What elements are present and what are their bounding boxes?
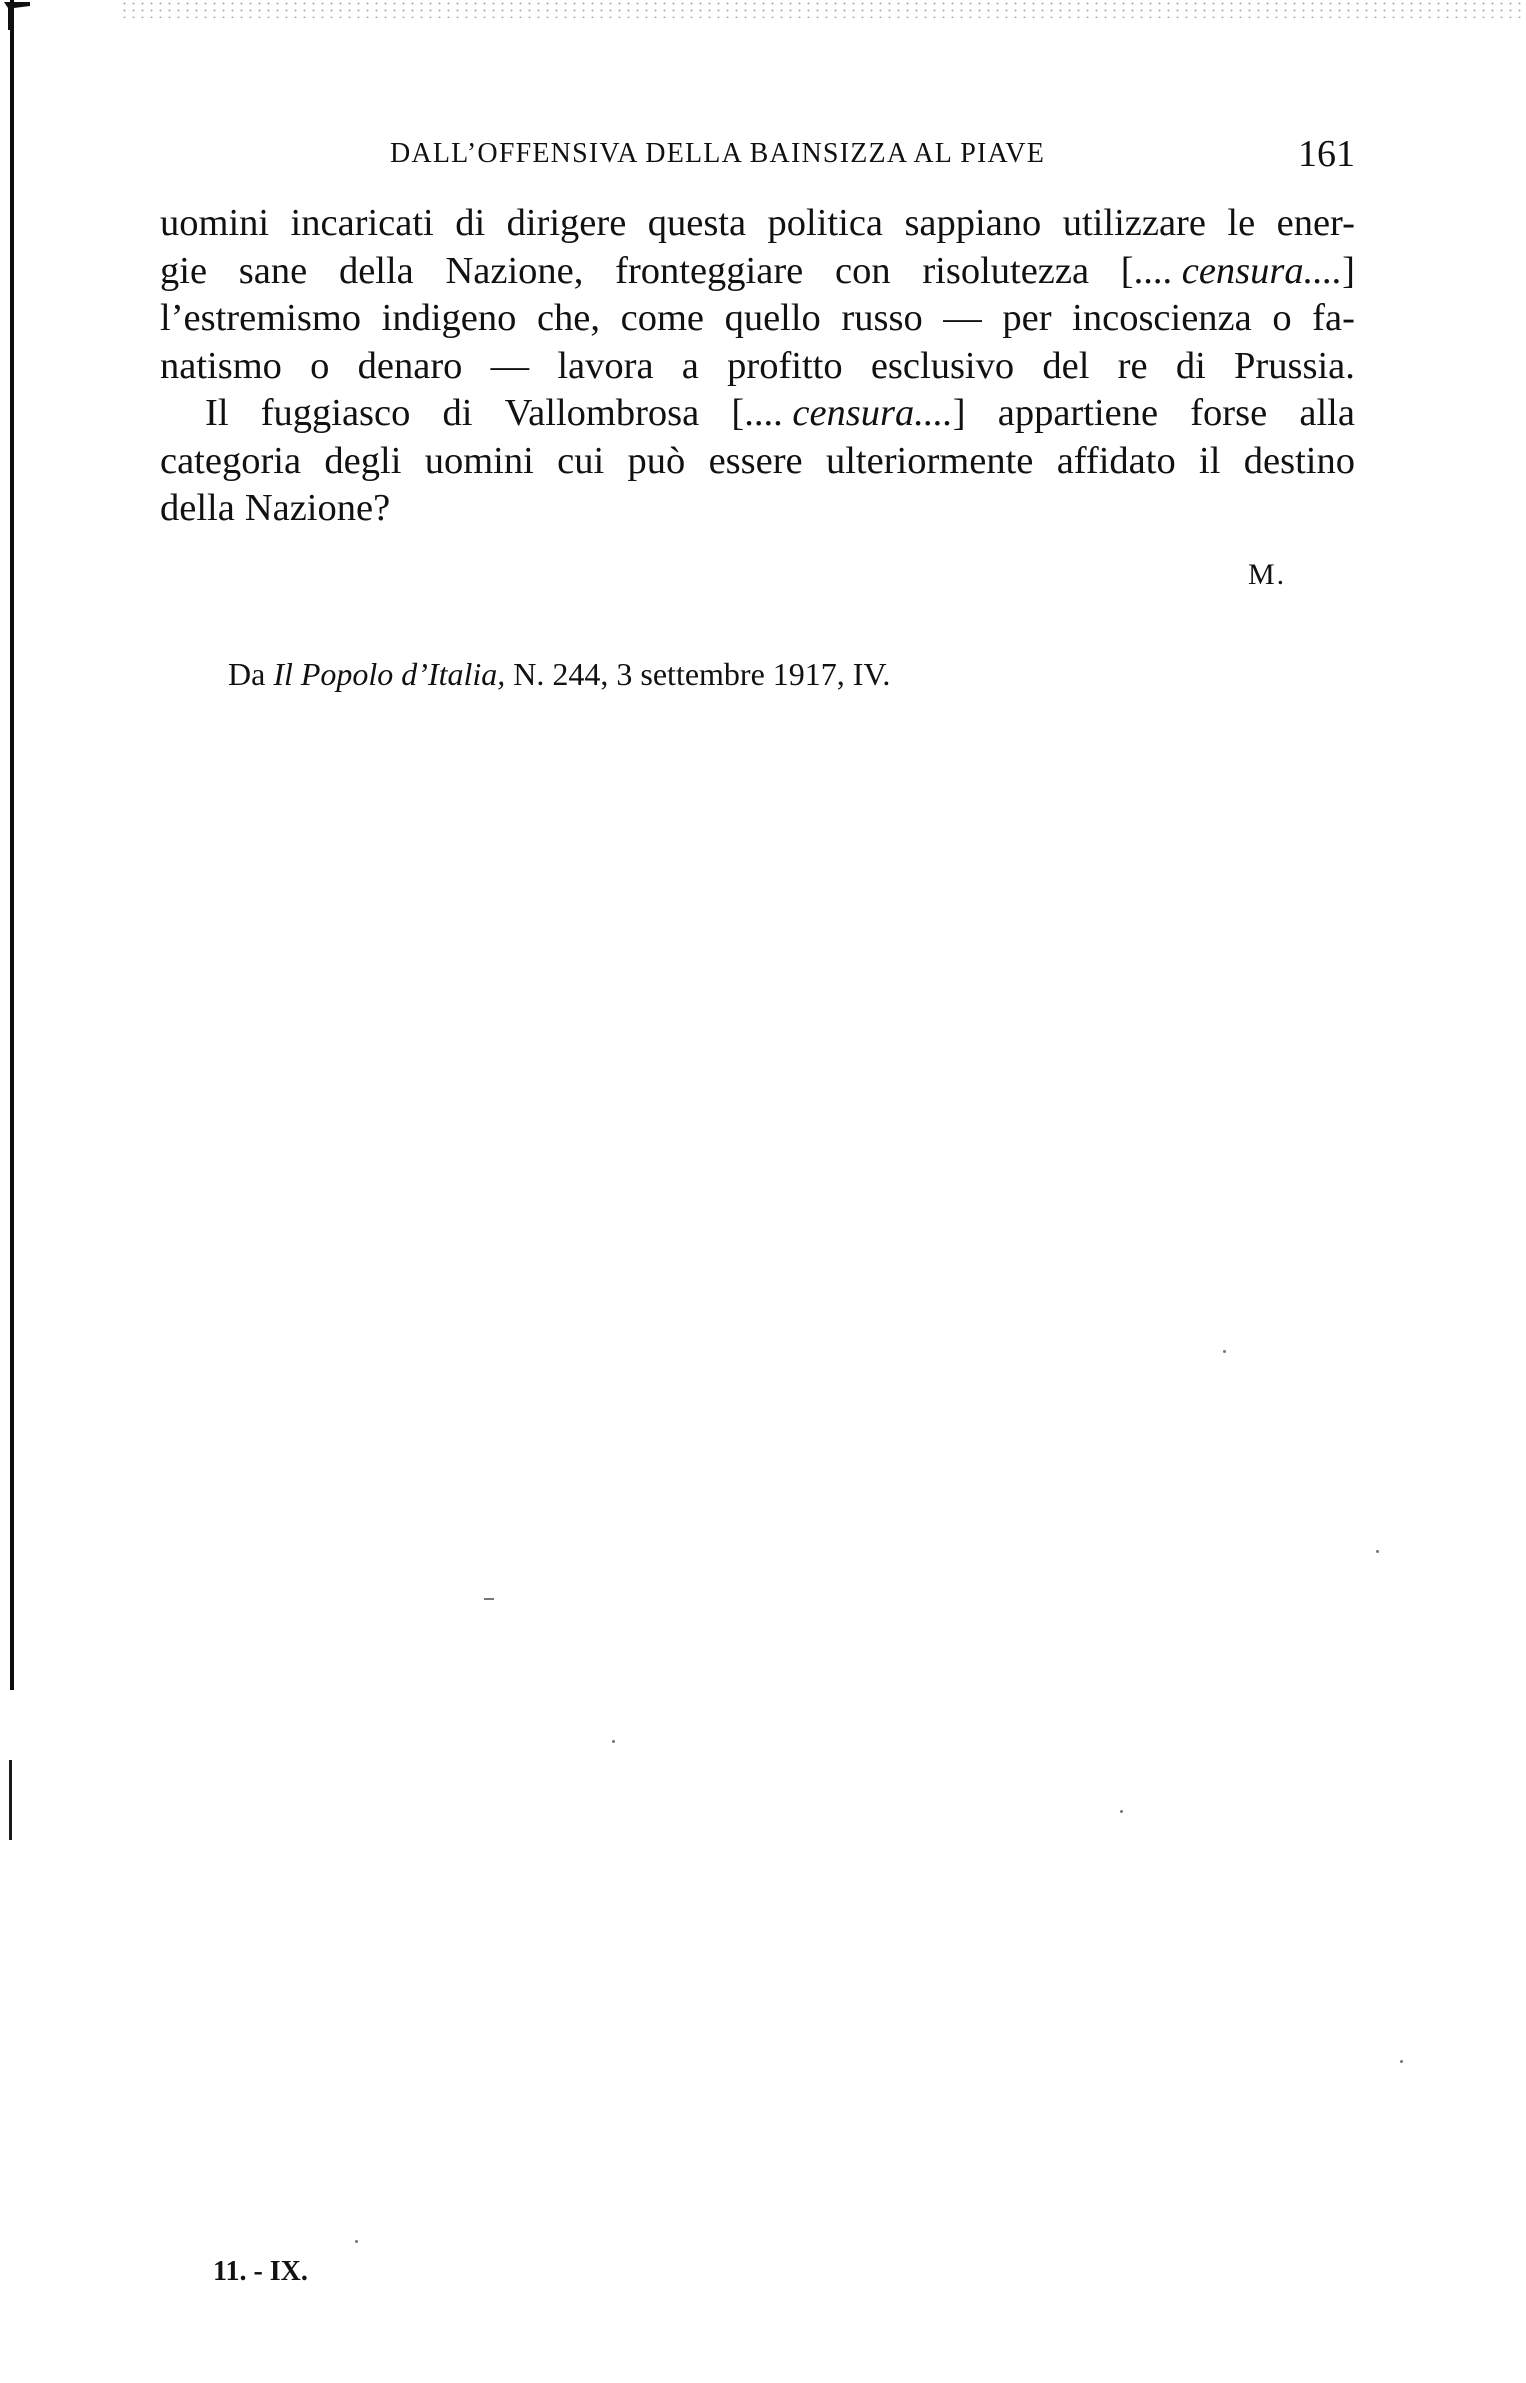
word: della <box>338 249 414 292</box>
word: fa- <box>1312 297 1355 339</box>
text-line <box>160 200 1355 248</box>
word: di <box>442 392 473 434</box>
article-body <box>160 200 1355 533</box>
scan-corner-mark <box>0 0 40 40</box>
word: risolutezza <box>922 249 1090 292</box>
source-details: N. 244, 3 settembre 1917, IV. <box>505 656 891 692</box>
scan-speck <box>1223 1350 1226 1353</box>
word: esclusivo <box>870 344 1015 387</box>
scan-speck <box>1400 2060 1403 2063</box>
word: Nazione, <box>445 249 584 292</box>
word: sane <box>238 249 308 292</box>
word: profitto <box>727 344 843 387</box>
word: ener- <box>1276 202 1355 244</box>
word: Prussia. <box>1234 344 1355 387</box>
word: uomini <box>424 439 534 482</box>
source-citation <box>228 656 890 693</box>
scan-speck <box>1376 1550 1379 1553</box>
text-line <box>160 343 1355 391</box>
word: il <box>1199 439 1221 482</box>
source-prefix: Da <box>228 656 274 692</box>
word: con <box>834 249 891 292</box>
word: incaricati <box>290 202 434 244</box>
word: russo <box>841 297 923 339</box>
word: categoria <box>160 439 302 482</box>
word: del <box>1042 344 1090 387</box>
word: l’estremismo <box>160 297 362 339</box>
word: fronteggiare <box>615 249 804 292</box>
text-line <box>160 248 1355 296</box>
source-publication: Il Popolo d’Italia, <box>273 656 506 692</box>
scan-left-edge <box>10 0 14 1690</box>
word: re <box>1117 344 1148 387</box>
word: può <box>627 439 686 482</box>
word: gie <box>160 249 208 292</box>
word: dirigere <box>506 202 627 244</box>
word: della <box>160 487 235 529</box>
scan-speck <box>612 1740 615 1743</box>
scan-speck <box>1120 1810 1123 1813</box>
word: che, <box>536 297 601 339</box>
word: questa <box>647 202 747 244</box>
word: incoscienza <box>1072 297 1252 339</box>
word: di <box>1175 344 1206 387</box>
running-head <box>160 133 1355 182</box>
word: forse <box>1190 392 1268 434</box>
word: Il <box>205 392 229 434</box>
scan-speck <box>484 1598 494 1600</box>
word: natismo <box>160 344 282 387</box>
word: o <box>310 344 330 387</box>
word: indigeno <box>381 297 517 339</box>
word: le <box>1227 202 1256 244</box>
word: cui <box>557 439 605 482</box>
word: lavora <box>557 344 654 387</box>
word: come <box>620 297 704 339</box>
word: denaro <box>357 344 463 387</box>
word: affidato <box>1056 439 1176 482</box>
printer-sheet-mark: 11. - IX. <box>213 2256 308 2287</box>
censura-mark: [.... censura....] <box>731 392 966 434</box>
word: politica <box>767 202 883 244</box>
word: Nazione? <box>244 487 391 529</box>
word: alla <box>1299 392 1355 434</box>
text-line <box>160 295 1355 343</box>
word: sappiano <box>904 202 1042 244</box>
censura-mark: [.... censura....] <box>1120 249 1355 292</box>
text-line <box>160 438 1355 486</box>
scan-left-edge-lower <box>9 1760 12 1840</box>
text-line <box>160 485 1355 533</box>
word: per <box>1002 297 1052 339</box>
text-line <box>160 390 1355 438</box>
word: Vallombrosa <box>504 392 700 434</box>
running-title: DALL’OFFENSIVA DELLA BAINSIZZA AL PIAVE <box>390 138 1046 169</box>
word: ulteriormente <box>825 439 1034 482</box>
word: quello <box>724 297 821 339</box>
word: o <box>1272 297 1292 339</box>
scan-speck <box>355 2240 358 2243</box>
word: di <box>455 202 486 244</box>
word: degli <box>324 439 402 482</box>
word: appartiene <box>997 392 1159 434</box>
word: utilizzare <box>1062 202 1206 244</box>
author-signature: M. <box>1248 558 1287 591</box>
word: fuggiasco <box>260 392 411 434</box>
page-number: 161 <box>1298 133 1355 175</box>
word: uomini <box>160 202 270 244</box>
word: destino <box>1243 439 1355 482</box>
word: a <box>681 344 699 387</box>
word: essere <box>708 439 803 482</box>
scan-noise-top <box>120 0 1526 18</box>
word: — <box>490 344 530 387</box>
word: — <box>943 297 982 339</box>
